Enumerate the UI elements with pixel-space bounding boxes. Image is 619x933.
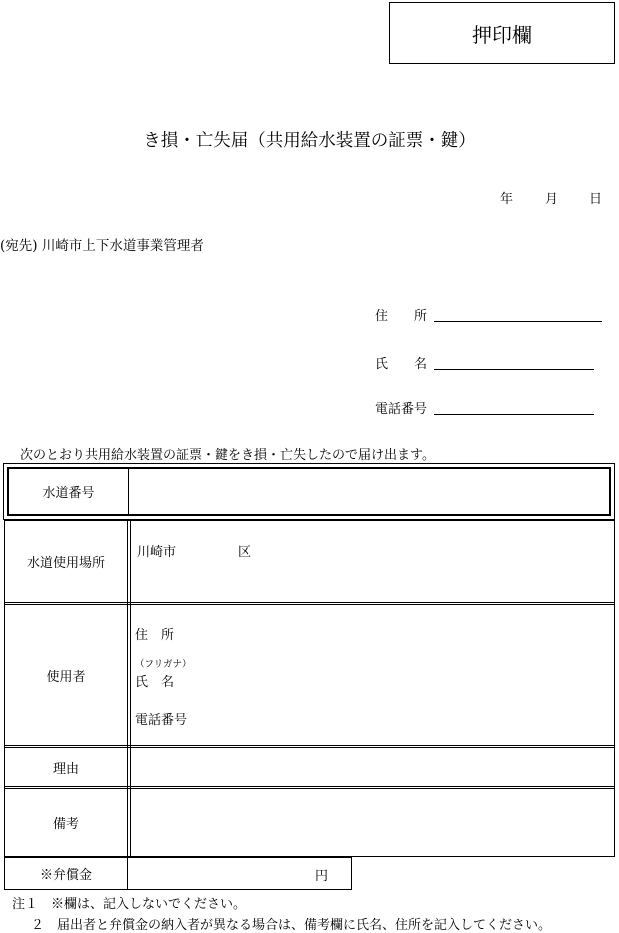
applicant-name-label: 氏 名 — [375, 357, 428, 372]
user-label: 使用者 — [46, 669, 86, 685]
applicant-phone-line[interactable] — [434, 413, 594, 415]
location-label: 水道使用場所 — [26, 556, 105, 571]
date-year: 年 — [500, 192, 514, 207]
seal-box-label: 押印欄 — [472, 22, 532, 47]
seal-box — [389, 2, 615, 64]
user-address-label: 住 所 — [135, 628, 175, 643]
addressee: (宛先) 川崎市上下水道事業管理者 — [0, 238, 204, 254]
compensation-input[interactable] — [128, 858, 351, 889]
applicant-address-line[interactable] — [434, 320, 602, 322]
row-divider-3a — [4, 786, 615, 787]
user-phone-label: 電話番号 — [135, 713, 188, 728]
water-number-divider — [128, 469, 129, 515]
location-city: 川崎市 — [137, 545, 177, 560]
intro-text: 次のとおり共用給水装置の証票・鍵をき損・亡失したので届け出ます。 — [20, 448, 435, 463]
note-2: ２ 届出者と弁償金の納入者が異なる場合は、備考欄に氏名、住所を記入してください。 — [31, 918, 552, 933]
remarks-input[interactable] — [131, 789, 614, 856]
applicant-phone-label: 電話番号 — [375, 402, 428, 417]
page-title: き損・亡失届（共用給水装置の証票・鍵） — [143, 131, 476, 151]
user-name-label: 氏 名 — [135, 675, 175, 690]
user-furigana-label: （フリガナ） — [135, 659, 192, 670]
applicant-address-label: 住 所 — [375, 309, 428, 324]
applicant-name-line[interactable] — [434, 368, 594, 370]
water-number-label: 水道番号 — [42, 486, 95, 501]
note-1: 注１ ※欄は、記入しないでください。 — [12, 897, 247, 912]
user-cell[interactable] — [131, 605, 614, 745]
date-month: 月 — [545, 192, 559, 207]
date-day: 日 — [589, 192, 603, 207]
remarks-label: 備考 — [52, 817, 79, 832]
row-divider-1a — [4, 602, 615, 603]
compensation-unit: 円 — [315, 869, 329, 884]
water-number-input[interactable] — [130, 469, 609, 514]
main-table-outer-vline-left — [127, 520, 128, 857]
location-ward: 区 — [238, 545, 252, 560]
location-cell[interactable] — [131, 521, 614, 602]
row-divider-2a — [4, 745, 615, 746]
reason-input[interactable] — [131, 748, 614, 786]
reason-label: 理由 — [52, 761, 79, 777]
compensation-label: ※弁償金 — [39, 868, 92, 883]
